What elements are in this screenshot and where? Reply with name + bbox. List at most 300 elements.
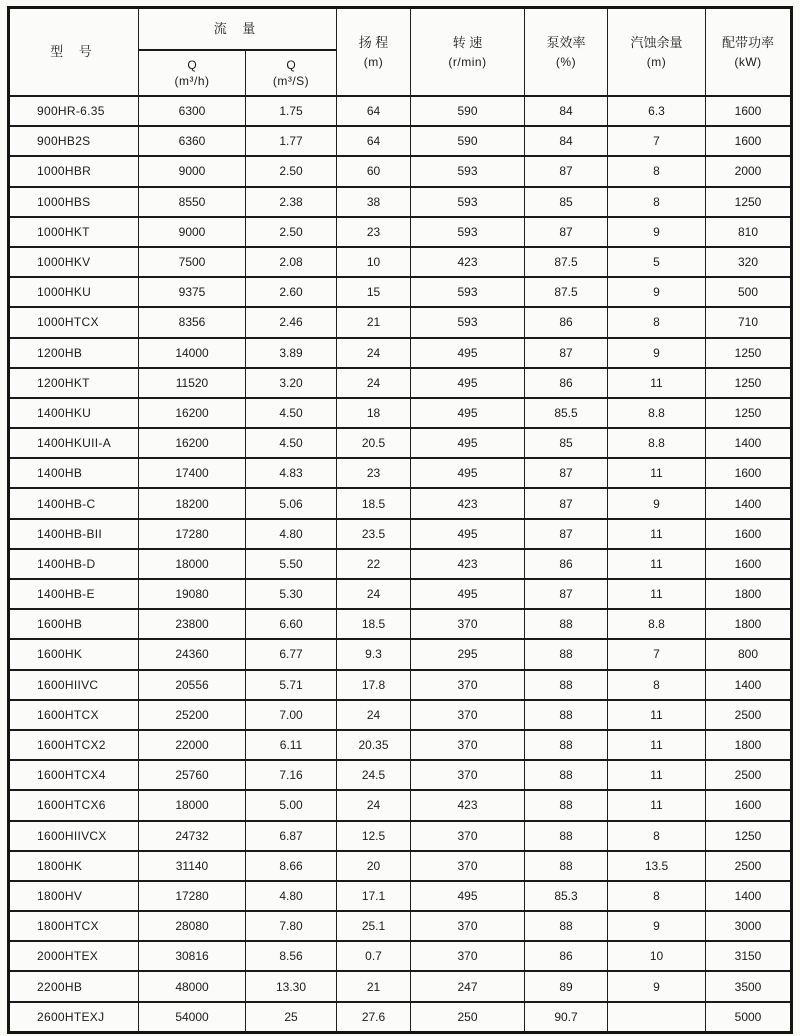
cell-model: 1800HTCX xyxy=(9,911,139,941)
header-flow-q-m3h xyxy=(139,50,246,96)
table-row xyxy=(9,519,792,549)
cell-q_m3s: 2.60 xyxy=(246,277,337,307)
cell-eff: 87 xyxy=(525,458,608,488)
cell-power: 1600 xyxy=(706,549,792,579)
cell-model: 1000HBR xyxy=(9,156,139,186)
cell-q_m3s: 4.83 xyxy=(246,458,337,488)
cell-q_m3h: 18200 xyxy=(139,488,246,518)
cell-npsh: 11 xyxy=(608,579,706,609)
cell-q_m3h: 28080 xyxy=(139,911,246,941)
cell-head: 23.5 xyxy=(337,519,411,549)
cell-head: 9.3 xyxy=(337,639,411,669)
cell-q_m3h: 11520 xyxy=(139,368,246,398)
cell-npsh: 8.8 xyxy=(608,609,706,639)
cell-head: 18.5 xyxy=(337,609,411,639)
cell-q_m3s: 4.50 xyxy=(246,428,337,458)
cell-npsh xyxy=(608,1002,706,1033)
table-row xyxy=(9,730,792,760)
header-efficiency-unit: (%) xyxy=(555,54,577,69)
cell-q_m3h: 54000 xyxy=(139,1002,246,1033)
cell-model: 1600HTCX2 xyxy=(9,730,139,760)
cell-npsh: 11 xyxy=(608,368,706,398)
cell-npsh: 7 xyxy=(608,126,706,156)
cell-npsh: 9 xyxy=(608,488,706,518)
cell-model: 1800HV xyxy=(9,881,139,911)
cell-speed: 250 xyxy=(411,1002,525,1033)
cell-power: 2500 xyxy=(706,760,792,790)
cell-npsh: 9 xyxy=(608,338,706,368)
table-row xyxy=(9,217,792,247)
cell-eff: 84 xyxy=(525,96,608,126)
cell-q_m3h: 7500 xyxy=(139,247,246,277)
cell-npsh: 11 xyxy=(608,549,706,579)
cell-speed: 370 xyxy=(411,821,525,851)
cell-q_m3h: 9375 xyxy=(139,277,246,307)
header-npsh-unit: (m) xyxy=(646,54,667,69)
cell-q_m3h: 22000 xyxy=(139,730,246,760)
cell-speed: 495 xyxy=(411,368,525,398)
cell-model: 1400HB xyxy=(9,458,139,488)
cell-eff: 87 xyxy=(525,156,608,186)
cell-eff: 85 xyxy=(525,187,608,217)
cell-speed: 495 xyxy=(411,519,525,549)
cell-speed: 495 xyxy=(411,398,525,428)
cell-model: 1600HK xyxy=(9,639,139,669)
cell-head: 23 xyxy=(337,458,411,488)
cell-model: 1600HB xyxy=(9,609,139,639)
cell-power: 1800 xyxy=(706,609,792,639)
header-speed-unit: (r/min) xyxy=(448,54,487,69)
cell-power: 5000 xyxy=(706,1002,792,1033)
cell-npsh: 11 xyxy=(608,730,706,760)
header-head xyxy=(337,8,411,97)
cell-power: 1600 xyxy=(706,790,792,820)
table-row xyxy=(9,428,792,458)
cell-q_m3s: 3.20 xyxy=(246,368,337,398)
cell-q_m3h: 18000 xyxy=(139,790,246,820)
cell-speed: 423 xyxy=(411,790,525,820)
cell-speed: 370 xyxy=(411,670,525,700)
cell-head: 17.1 xyxy=(337,881,411,911)
cell-eff: 88 xyxy=(525,639,608,669)
cell-eff: 85 xyxy=(525,428,608,458)
header-efficiency xyxy=(525,8,608,97)
cell-eff: 87 xyxy=(525,579,608,609)
cell-model: 900HB2S xyxy=(9,126,139,156)
header-speed-label: 转 速 xyxy=(452,34,483,50)
cell-q_m3s: 8.56 xyxy=(246,941,337,971)
cell-speed: 593 xyxy=(411,156,525,186)
cell-q_m3h: 48000 xyxy=(139,971,246,1001)
cell-model: 1000HBS xyxy=(9,187,139,217)
header-flow-q-m3s xyxy=(246,50,337,96)
cell-head: 20.35 xyxy=(337,730,411,760)
cell-npsh: 9 xyxy=(608,911,706,941)
cell-speed: 495 xyxy=(411,428,525,458)
cell-speed: 495 xyxy=(411,881,525,911)
cell-model: 1600HIIVC xyxy=(9,670,139,700)
cell-power: 1250 xyxy=(706,398,792,428)
cell-q_m3s: 6.11 xyxy=(246,730,337,760)
cell-eff: 88 xyxy=(525,790,608,820)
cell-q_m3h: 18000 xyxy=(139,549,246,579)
cell-head: 10 xyxy=(337,247,411,277)
cell-q_m3h: 8550 xyxy=(139,187,246,217)
cell-eff: 88 xyxy=(525,851,608,881)
cell-head: 20 xyxy=(337,851,411,881)
cell-q_m3s: 4.80 xyxy=(246,519,337,549)
header-power xyxy=(706,8,792,97)
table-row xyxy=(9,488,792,518)
cell-head: 21 xyxy=(337,307,411,337)
cell-npsh: 10 xyxy=(608,941,706,971)
cell-power: 1250 xyxy=(706,368,792,398)
table-row xyxy=(9,549,792,579)
cell-q_m3s: 6.77 xyxy=(246,639,337,669)
cell-q_m3h: 24360 xyxy=(139,639,246,669)
cell-q_m3s: 2.38 xyxy=(246,187,337,217)
cell-npsh: 11 xyxy=(608,790,706,820)
table-row xyxy=(9,579,792,609)
cell-q_m3s: 7.80 xyxy=(246,911,337,941)
cell-q_m3s: 5.50 xyxy=(246,549,337,579)
cell-eff: 87.5 xyxy=(525,247,608,277)
cell-q_m3h: 17280 xyxy=(139,519,246,549)
cell-power: 2000 xyxy=(706,156,792,186)
table-row xyxy=(9,247,792,277)
cell-npsh: 11 xyxy=(608,519,706,549)
cell-head: 38 xyxy=(337,187,411,217)
cell-model: 1600HTCX6 xyxy=(9,790,139,820)
cell-head: 27.6 xyxy=(337,1002,411,1033)
cell-q_m3s: 1.75 xyxy=(246,96,337,126)
cell-eff: 87 xyxy=(525,338,608,368)
table-row xyxy=(9,187,792,217)
cell-speed: 423 xyxy=(411,247,525,277)
cell-eff: 88 xyxy=(525,821,608,851)
table-row xyxy=(9,971,792,1001)
cell-model: 1000HKV xyxy=(9,247,139,277)
cell-speed: 295 xyxy=(411,639,525,669)
cell-q_m3s: 5.00 xyxy=(246,790,337,820)
header-power-label: 配带功率 xyxy=(721,34,774,50)
cell-model: 2000HTEX xyxy=(9,941,139,971)
cell-q_m3s: 2.50 xyxy=(246,217,337,247)
cell-head: 24 xyxy=(337,579,411,609)
cell-q_m3h: 16200 xyxy=(139,428,246,458)
cell-speed: 590 xyxy=(411,126,525,156)
cell-power: 1400 xyxy=(706,670,792,700)
cell-power: 1400 xyxy=(706,488,792,518)
header-head-label: 扬 程 xyxy=(358,34,389,50)
cell-head: 18.5 xyxy=(337,488,411,518)
header-q-m3h-unit: (m³/h) xyxy=(174,74,210,88)
table-row xyxy=(9,277,792,307)
header-speed xyxy=(411,8,525,97)
cell-q_m3h: 19080 xyxy=(139,579,246,609)
cell-q_m3s: 7.00 xyxy=(246,700,337,730)
cell-model: 1800HK xyxy=(9,851,139,881)
cell-power: 3150 xyxy=(706,941,792,971)
cell-npsh: 9 xyxy=(608,277,706,307)
cell-eff: 85.5 xyxy=(525,398,608,428)
cell-power: 1250 xyxy=(706,338,792,368)
cell-q_m3h: 9000 xyxy=(139,156,246,186)
cell-q_m3h: 17280 xyxy=(139,881,246,911)
cell-npsh: 8 xyxy=(608,156,706,186)
table-row xyxy=(9,126,792,156)
cell-npsh: 8 xyxy=(608,307,706,337)
cell-q_m3s: 2.46 xyxy=(246,307,337,337)
cell-q_m3h: 14000 xyxy=(139,338,246,368)
cell-model: 1600HIIVCX xyxy=(9,821,139,851)
cell-q_m3s: 25 xyxy=(246,1002,337,1033)
cell-model: 1600HTCX4 xyxy=(9,760,139,790)
header-npsh-label: 汽蚀余量 xyxy=(630,34,683,50)
cell-head: 20.5 xyxy=(337,428,411,458)
cell-head: 64 xyxy=(337,96,411,126)
cell-speed: 370 xyxy=(411,851,525,881)
cell-head: 60 xyxy=(337,156,411,186)
cell-q_m3h: 16200 xyxy=(139,398,246,428)
header-flow-label: 流 量 xyxy=(213,20,262,36)
cell-npsh: 11 xyxy=(608,760,706,790)
table-row xyxy=(9,760,792,790)
cell-npsh: 11 xyxy=(608,458,706,488)
header-power-unit: (kW) xyxy=(734,54,762,69)
cell-q_m3s: 3.89 xyxy=(246,338,337,368)
cell-speed: 593 xyxy=(411,277,525,307)
cell-power: 2500 xyxy=(706,700,792,730)
cell-eff: 87 xyxy=(525,519,608,549)
cell-power: 800 xyxy=(706,639,792,669)
table-row xyxy=(9,670,792,700)
table-row xyxy=(9,941,792,971)
cell-model: 2600HTEXJ xyxy=(9,1002,139,1033)
cell-speed: 423 xyxy=(411,488,525,518)
cell-q_m3h: 8356 xyxy=(139,307,246,337)
cell-npsh: 7 xyxy=(608,639,706,669)
cell-q_m3h: 25760 xyxy=(139,760,246,790)
cell-q_m3h: 6360 xyxy=(139,126,246,156)
table-row xyxy=(9,790,792,820)
cell-head: 22 xyxy=(337,549,411,579)
cell-model: 1400HB-E xyxy=(9,579,139,609)
cell-head: 21 xyxy=(337,971,411,1001)
table-row xyxy=(9,700,792,730)
cell-head: 24 xyxy=(337,790,411,820)
table-row xyxy=(9,881,792,911)
header-q-m3h-symbol: Q xyxy=(187,57,197,72)
cell-q_m3h: 20556 xyxy=(139,670,246,700)
table-row xyxy=(9,609,792,639)
cell-eff: 87 xyxy=(525,217,608,247)
header-q-m3s-symbol: Q xyxy=(286,57,296,72)
cell-head: 24 xyxy=(337,700,411,730)
cell-npsh: 11 xyxy=(608,700,706,730)
cell-npsh: 9 xyxy=(608,971,706,1001)
cell-power: 1250 xyxy=(706,821,792,851)
cell-q_m3h: 25200 xyxy=(139,700,246,730)
header-npsh xyxy=(608,8,706,97)
table-body xyxy=(9,96,792,1032)
header-model xyxy=(9,8,139,97)
cell-power: 2500 xyxy=(706,851,792,881)
cell-power: 1800 xyxy=(706,730,792,760)
cell-eff: 87.5 xyxy=(525,277,608,307)
header-model-label: 型 号 xyxy=(50,43,98,59)
table-row xyxy=(9,458,792,488)
cell-head: 17.8 xyxy=(337,670,411,700)
cell-model: 1400HB-BII xyxy=(9,519,139,549)
cell-speed: 590 xyxy=(411,96,525,126)
cell-power: 500 xyxy=(706,277,792,307)
cell-speed: 370 xyxy=(411,760,525,790)
cell-power: 1400 xyxy=(706,428,792,458)
cell-speed: 593 xyxy=(411,217,525,247)
cell-head: 0.7 xyxy=(337,941,411,971)
table-row xyxy=(9,338,792,368)
table-row xyxy=(9,307,792,337)
cell-speed: 593 xyxy=(411,307,525,337)
cell-npsh: 6.3 xyxy=(608,96,706,126)
cell-speed: 370 xyxy=(411,911,525,941)
cell-q_m3h: 9000 xyxy=(139,217,246,247)
cell-q_m3h: 6300 xyxy=(139,96,246,126)
cell-model: 1400HB-D xyxy=(9,549,139,579)
cell-head: 64 xyxy=(337,126,411,156)
table-row xyxy=(9,96,792,126)
cell-q_m3s: 2.08 xyxy=(246,247,337,277)
table-row xyxy=(9,911,792,941)
cell-speed: 370 xyxy=(411,609,525,639)
cell-q_m3s: 2.50 xyxy=(246,156,337,186)
table-row xyxy=(9,851,792,881)
cell-power: 1250 xyxy=(706,187,792,217)
cell-model: 1400HKU xyxy=(9,398,139,428)
cell-speed: 495 xyxy=(411,338,525,368)
cell-power: 1800 xyxy=(706,579,792,609)
header-head-unit: (m) xyxy=(363,54,384,69)
cell-q_m3s: 4.50 xyxy=(246,398,337,428)
cell-model: 1400HB-C xyxy=(9,488,139,518)
cell-q_m3s: 5.71 xyxy=(246,670,337,700)
cell-head: 23 xyxy=(337,217,411,247)
table-header xyxy=(9,8,792,97)
header-flow xyxy=(139,8,337,51)
cell-speed: 593 xyxy=(411,187,525,217)
cell-eff: 86 xyxy=(525,549,608,579)
cell-head: 24 xyxy=(337,368,411,398)
cell-model: 1600HTCX xyxy=(9,700,139,730)
cell-power: 1600 xyxy=(706,519,792,549)
cell-speed: 423 xyxy=(411,549,525,579)
cell-npsh: 8 xyxy=(608,670,706,700)
cell-power: 3500 xyxy=(706,971,792,1001)
pump-spec-table xyxy=(7,6,793,1034)
cell-power: 320 xyxy=(706,247,792,277)
cell-q_m3s: 5.30 xyxy=(246,579,337,609)
cell-speed: 370 xyxy=(411,730,525,760)
cell-q_m3s: 4.80 xyxy=(246,881,337,911)
cell-eff: 89 xyxy=(525,971,608,1001)
cell-npsh: 8.8 xyxy=(608,428,706,458)
cell-q_m3h: 23800 xyxy=(139,609,246,639)
cell-model: 1000HKT xyxy=(9,217,139,247)
cell-eff: 88 xyxy=(525,911,608,941)
cell-speed: 370 xyxy=(411,941,525,971)
cell-eff: 88 xyxy=(525,700,608,730)
cell-power: 810 xyxy=(706,217,792,247)
cell-head: 18 xyxy=(337,398,411,428)
table-row xyxy=(9,368,792,398)
cell-model: 900HR-6.35 xyxy=(9,96,139,126)
cell-speed: 370 xyxy=(411,700,525,730)
cell-eff: 88 xyxy=(525,730,608,760)
cell-power: 710 xyxy=(706,307,792,337)
cell-q_m3s: 6.87 xyxy=(246,821,337,851)
cell-npsh: 8.8 xyxy=(608,398,706,428)
cell-speed: 495 xyxy=(411,458,525,488)
cell-eff: 85.3 xyxy=(525,881,608,911)
cell-power: 1600 xyxy=(706,96,792,126)
cell-eff: 86 xyxy=(525,941,608,971)
cell-head: 25.1 xyxy=(337,911,411,941)
cell-npsh: 8 xyxy=(608,881,706,911)
cell-speed: 247 xyxy=(411,971,525,1001)
cell-q_m3s: 5.06 xyxy=(246,488,337,518)
cell-head: 24 xyxy=(337,338,411,368)
cell-model: 1200HB xyxy=(9,338,139,368)
cell-model: 1000HTCX xyxy=(9,307,139,337)
cell-model: 1000HKU xyxy=(9,277,139,307)
cell-npsh: 9 xyxy=(608,217,706,247)
cell-npsh: 8 xyxy=(608,821,706,851)
header-q-m3s-unit: (m³/S) xyxy=(272,74,310,88)
cell-speed: 495 xyxy=(411,579,525,609)
cell-eff: 90.7 xyxy=(525,1002,608,1033)
table-row xyxy=(9,821,792,851)
cell-power: 1400 xyxy=(706,881,792,911)
cell-head: 15 xyxy=(337,277,411,307)
cell-q_m3s: 7.16 xyxy=(246,760,337,790)
cell-model: 1400HKUII-A xyxy=(9,428,139,458)
cell-eff: 84 xyxy=(525,126,608,156)
cell-power: 1600 xyxy=(706,126,792,156)
cell-eff: 86 xyxy=(525,368,608,398)
header-efficiency-label: 泵效率 xyxy=(546,34,586,50)
cell-eff: 88 xyxy=(525,760,608,790)
cell-q_m3s: 6.60 xyxy=(246,609,337,639)
cell-head: 12.5 xyxy=(337,821,411,851)
table-row xyxy=(9,1002,792,1033)
cell-model: 2200HB xyxy=(9,971,139,1001)
cell-q_m3s: 1.77 xyxy=(246,126,337,156)
cell-power: 1600 xyxy=(706,458,792,488)
cell-q_m3h: 17400 xyxy=(139,458,246,488)
cell-q_m3s: 13.30 xyxy=(246,971,337,1001)
table-row xyxy=(9,156,792,186)
cell-eff: 86 xyxy=(525,307,608,337)
cell-head: 24.5 xyxy=(337,760,411,790)
cell-eff: 88 xyxy=(525,609,608,639)
cell-npsh: 8 xyxy=(608,187,706,217)
cell-q_m3h: 30816 xyxy=(139,941,246,971)
table-row xyxy=(9,639,792,669)
cell-q_m3h: 31140 xyxy=(139,851,246,881)
cell-power: 3000 xyxy=(706,911,792,941)
table-row xyxy=(9,398,792,428)
